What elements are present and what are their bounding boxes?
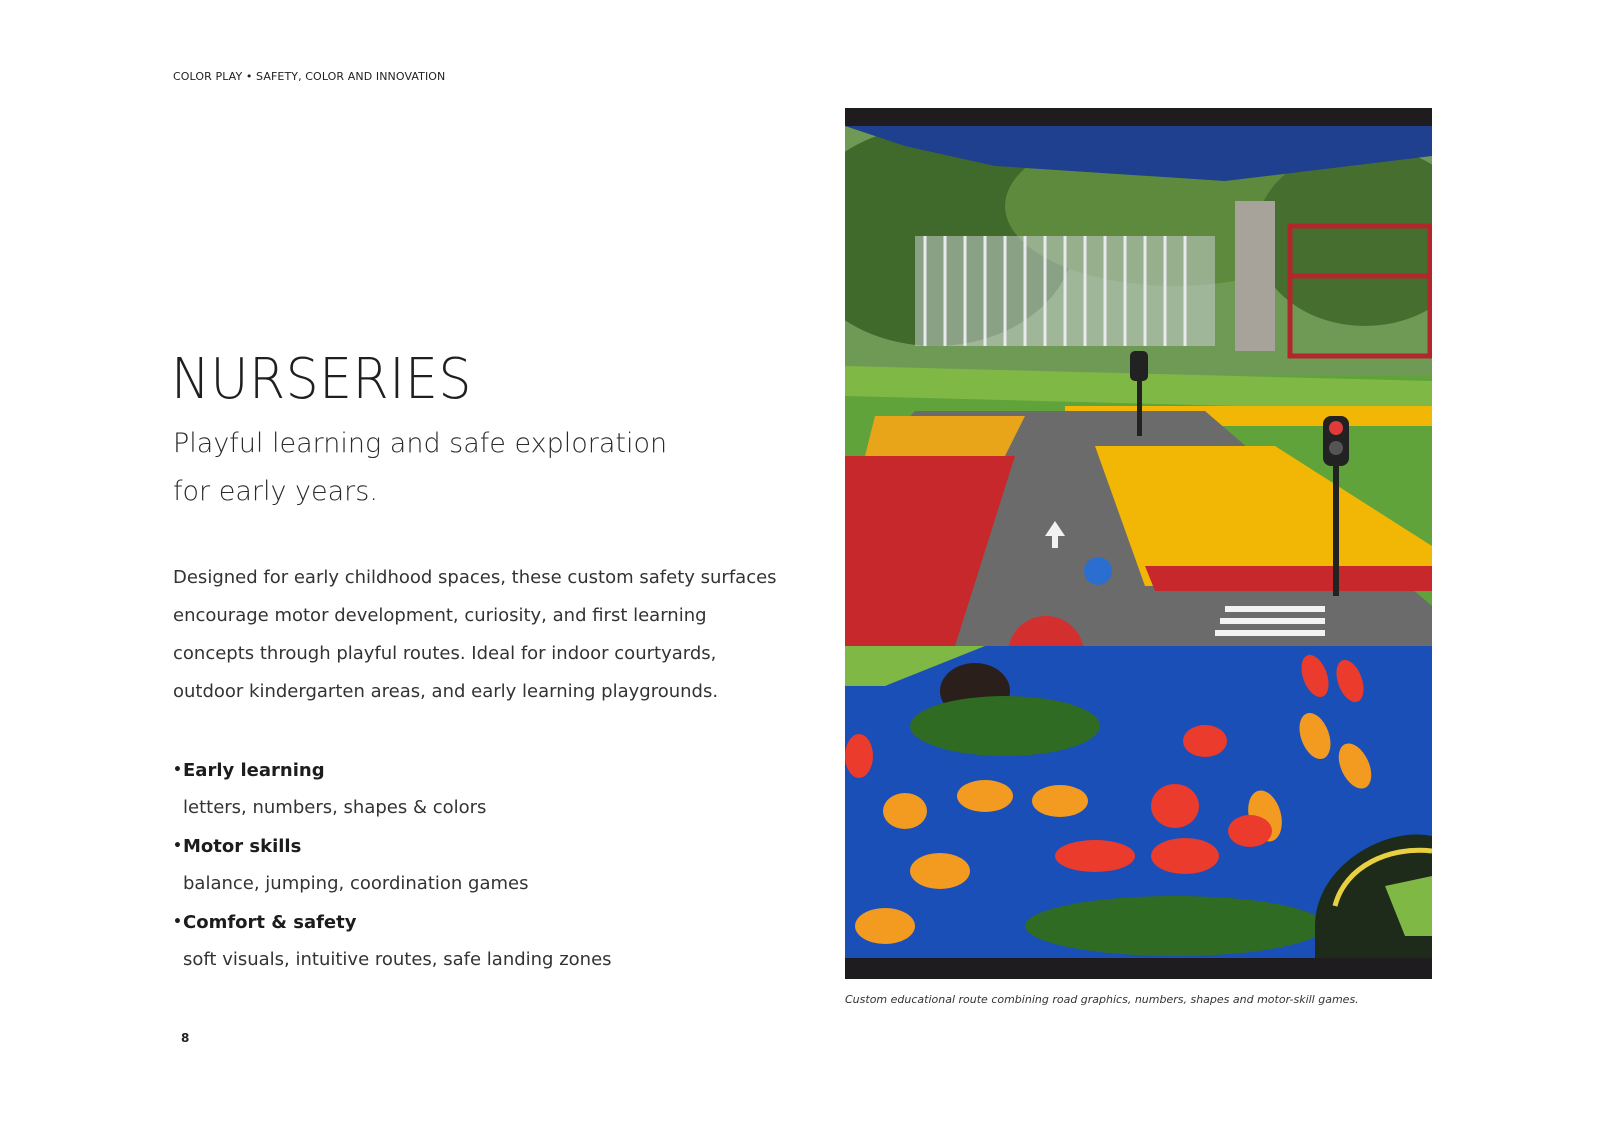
feature-title: Comfort & safety xyxy=(183,911,357,933)
body-line: Designed for early childhood spaces, these custom safety surfaces xyxy=(173,567,777,588)
feature-item-early-learning xyxy=(173,751,733,827)
feature-list xyxy=(173,751,733,979)
bullet-icon: • xyxy=(173,762,182,778)
feature-description: letters, numbers, shapes & colors xyxy=(183,797,487,818)
body-line: concepts through playful routes. Ideal for indoor courtyards, xyxy=(173,643,717,664)
body-line: encourage motor development, curiosity, and first learning xyxy=(173,605,707,626)
subtitle-line: for early years. xyxy=(173,476,378,507)
feature-title: Early learning xyxy=(183,759,325,781)
feature-description: soft visuals, intuitive routes, safe landing zones xyxy=(183,949,612,970)
running-head: COLOR PLAY • SAFETY, COLOR AND INNOVATION xyxy=(173,70,446,83)
photo-caption: Custom educational route combining road graphics, numbers, shapes and motor-skill games. xyxy=(845,993,1359,1006)
page-number: 8 xyxy=(181,1031,190,1045)
body-paragraph xyxy=(173,559,777,711)
feature-item-motor-skills xyxy=(173,827,733,903)
bullet-icon: • xyxy=(173,838,182,854)
feature-title: Motor skills xyxy=(183,835,302,857)
subtitle-line: Playful learning and safe exploration xyxy=(173,428,668,459)
page-title: NURSERIES xyxy=(171,347,472,412)
feature-item-comfort-safety xyxy=(173,903,733,979)
feature-description: balance, jumping, coordination games xyxy=(183,873,529,894)
bullet-icon: • xyxy=(173,914,182,930)
playground-photo xyxy=(845,108,1432,979)
playground-photo-illustration xyxy=(845,126,1432,958)
page-subtitle xyxy=(173,420,733,516)
body-line: outdoor kindergarten areas, and early learning playgrounds. xyxy=(173,681,719,702)
